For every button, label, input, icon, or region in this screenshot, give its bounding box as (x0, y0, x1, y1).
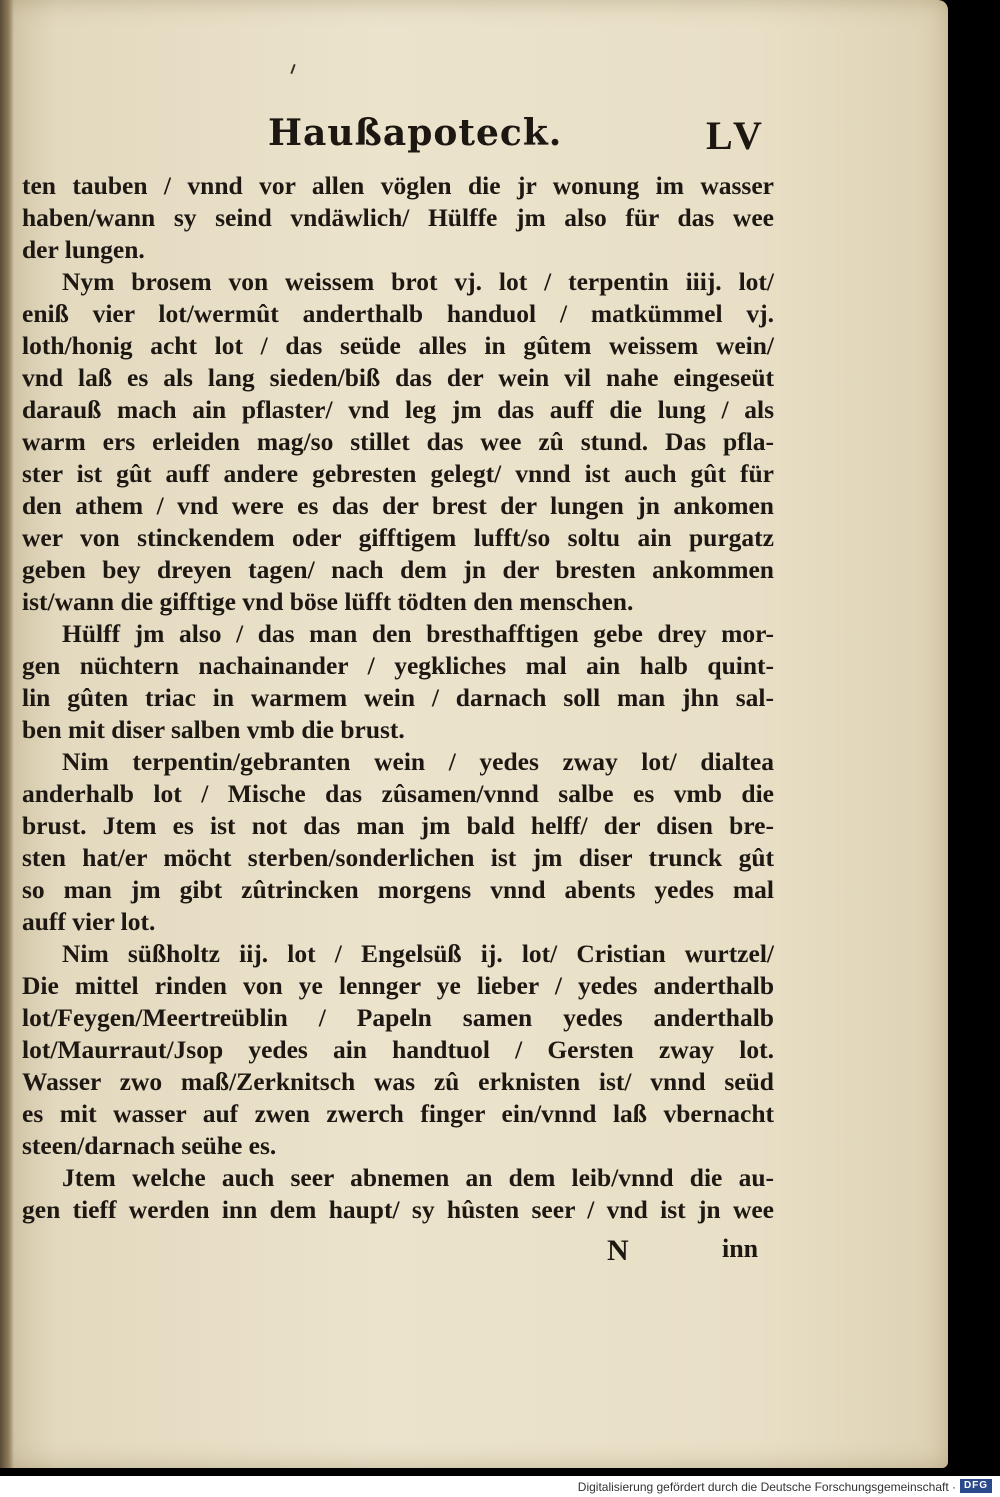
text-line: vnd laß es als lang sieden/biß das der wein vil nahe eingeseüt (22, 363, 774, 392)
page-gutter-shadow (0, 0, 14, 1468)
text-line: steen/darnach seühe es. (22, 1131, 277, 1160)
text-line: geben bey dreyen tagen/ nach dem jn der bresten ankommen (22, 555, 774, 584)
text-line: haben/wann sy seind vndäwlich/ Hülffe jm also für das wee (22, 203, 774, 232)
text-line: wer von stinckendem oder gifftigem lufft/so soltu ain purgatz (22, 523, 774, 552)
text-line: gen nüchtern nachainander / yegkliches mal ain halb quint- (22, 651, 774, 680)
text-line: gen tieff werden inn dem haupt/ sy hûsten seer / vnd ist jn wee (22, 1195, 774, 1224)
text-line: auff vier lot. (22, 907, 156, 936)
text-line: lot/Maurraut/Jsop yedes ain handtuol / Gersten zway lot. (22, 1035, 774, 1064)
text-line: warm ers erleiden mag/so stillet das wee zû stund. Das pfla- (22, 427, 774, 456)
text-line: Nym brosem von weissem brot vj. lot / terpentin iiij. lot/ (62, 267, 774, 296)
text-line: lin gûten triac in warmem wein / darnach soll man jhn sal- (22, 683, 774, 712)
text-line: ist/wann die gifftige vnd böse lüfft tödten den menschen. (22, 587, 634, 616)
folio-number: LV (706, 113, 766, 158)
text-line: Die mittel rinden von ye lennger ye lieber / yedes anderthalb (22, 971, 774, 1000)
dfg-logo-icon: DFG (960, 1479, 992, 1493)
text-line: ten tauben / vnnd vor allen vöglen die jr wonung im wasser (22, 171, 774, 200)
text-line: so man jm gibt zûtrincken morgens vnnd abents yedes mal (22, 875, 774, 904)
text-line: Jtem welche auch seer abnemen an dem leib/vnnd die au- (62, 1163, 774, 1192)
text-line: darauß mach ain pflaster/ vnd leg jm das auff die lung / als (22, 395, 774, 424)
text-line: brust. Jtem es ist not das man jm bald helff/ der disen bre- (22, 811, 774, 840)
text-line: lot/Feygen/Meertreüblin / Papeln samen yedes anderthalb (22, 1003, 774, 1032)
text-line: Nim terpentin/gebranten wein / yedes zway lot/ dialtea (62, 747, 774, 776)
text-line: Hülff jm also / das man den bresthafftigen gebe drey mor- (62, 619, 774, 648)
credit-text: Digitalisierung gefördert durch die Deutsche Forschungsgemeinschaft · (577, 1480, 956, 1494)
digitization-credit-bar (0, 1476, 1000, 1497)
signature-mark: N (607, 1234, 629, 1267)
body-text (22, 170, 774, 1226)
catchword: inn (722, 1234, 759, 1263)
text-line: Wasser zwo maß/Zerknitsch was zû erknisten ist/ vnnd seüd (22, 1067, 774, 1096)
text-line: eniß vier lot/wermût anderthalb handuol / matkümmel vj. (22, 299, 774, 328)
text-line: loth/honig acht lot / das seüde alles in gûtem weissem wein/ (22, 331, 774, 360)
text-line: es mit wasser auf zwen zwerch finger ein/vnnd laß vbernacht (22, 1099, 774, 1128)
text-line: ster ist gût auff andere gebresten gelegt/ vnnd ist auch gût für (22, 459, 774, 488)
text-line: anderhalb lot / Mische das zûsamen/vnnd salbe es vmb die (22, 779, 774, 808)
ink-speck (290, 64, 295, 74)
text-line: Nim süßholtz iij. lot / Engelsüß ij. lot/ Cristian wurtzel/ (62, 939, 774, 968)
text-line: den athem / vnd were es das der brest der lungen jn ankomen (22, 491, 774, 520)
running-head: Haußapoteck. (268, 112, 563, 154)
text-line: sten hat/er möcht sterben/sonderlichen ist jm diser trunck gût (22, 843, 774, 872)
text-line: der lungen. (22, 235, 145, 264)
page-footer-line (22, 1234, 774, 1270)
text-line: ben mit diser salben vmb die brust. (22, 715, 405, 744)
